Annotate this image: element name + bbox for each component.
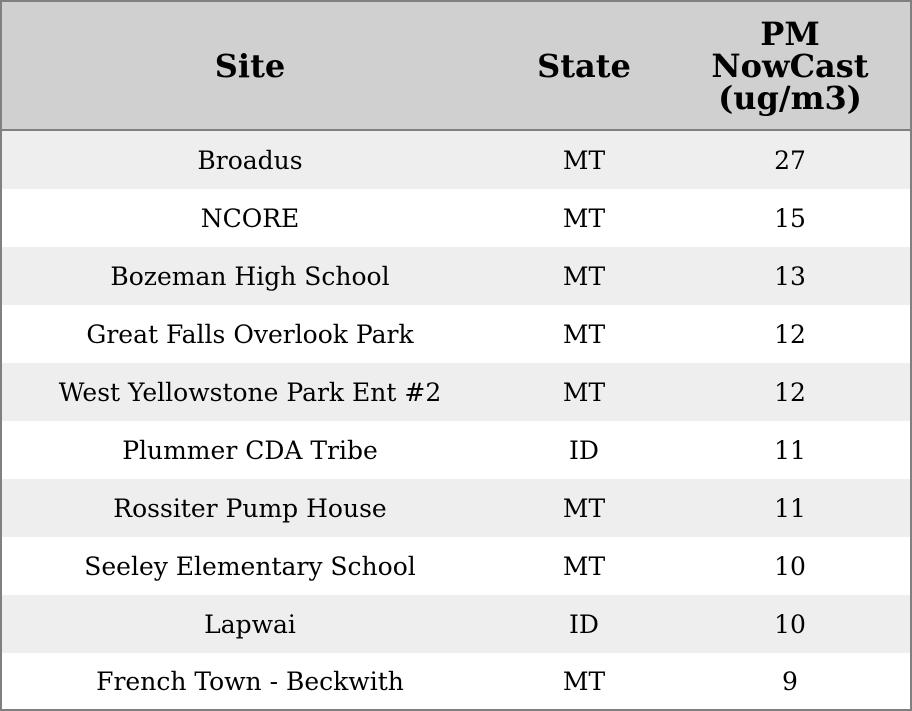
header-pm-line-3: (ug/m3): [718, 78, 862, 117]
table-row: [2, 421, 910, 479]
site-cell: Seeley Elementary School: [2, 537, 498, 595]
pm-value-cell: 13: [670, 247, 910, 305]
state-cell: MT: [498, 537, 670, 595]
table-row: [2, 653, 910, 709]
state-cell: MT: [498, 363, 670, 421]
pm-nowcast-table: [2, 2, 910, 709]
pm-value-cell: 11: [670, 421, 910, 479]
site-cell: NCORE: [2, 189, 498, 247]
header-pm-nowcast: [670, 2, 910, 130]
state-cell: MT: [498, 247, 670, 305]
state-cell: MT: [498, 189, 670, 247]
site-cell: West Yellowstone Park Ent #2: [2, 363, 498, 421]
pm-value-cell: 15: [670, 189, 910, 247]
pm-value-cell: 11: [670, 479, 910, 537]
pm-value-cell: 9: [670, 653, 910, 709]
state-cell: MT: [498, 479, 670, 537]
state-cell: ID: [498, 421, 670, 479]
table-row: [2, 189, 910, 247]
table-row: [2, 537, 910, 595]
pm-value-cell: 12: [670, 305, 910, 363]
state-cell: MT: [498, 305, 670, 363]
state-cell: ID: [498, 595, 670, 653]
table-row: [2, 305, 910, 363]
site-cell: French Town - Beckwith: [2, 653, 498, 709]
header-pm-line-2: NowCast: [711, 46, 869, 85]
pm-value-cell: 12: [670, 363, 910, 421]
site-cell: Rossiter Pump House: [2, 479, 498, 537]
header-state: State: [498, 2, 670, 130]
pm-value-cell: 10: [670, 595, 910, 653]
header-pm-line-1: PM: [760, 14, 820, 53]
table-row: [2, 595, 910, 653]
state-cell: MT: [498, 130, 670, 189]
table-row: [2, 247, 910, 305]
state-cell: MT: [498, 653, 670, 709]
header-row: [2, 2, 910, 130]
table-row: [2, 479, 910, 537]
table-body: [2, 130, 910, 709]
site-cell: Lapwai: [2, 595, 498, 653]
site-cell: Plummer CDA Tribe: [2, 421, 498, 479]
site-cell: Great Falls Overlook Park: [2, 305, 498, 363]
pm-value-cell: 27: [670, 130, 910, 189]
table-row: [2, 363, 910, 421]
site-cell: Bozeman High School: [2, 247, 498, 305]
table-row: [2, 130, 910, 189]
header-site: Site: [2, 2, 498, 130]
site-cell: Broadus: [2, 130, 498, 189]
pm-value-cell: 10: [670, 537, 910, 595]
